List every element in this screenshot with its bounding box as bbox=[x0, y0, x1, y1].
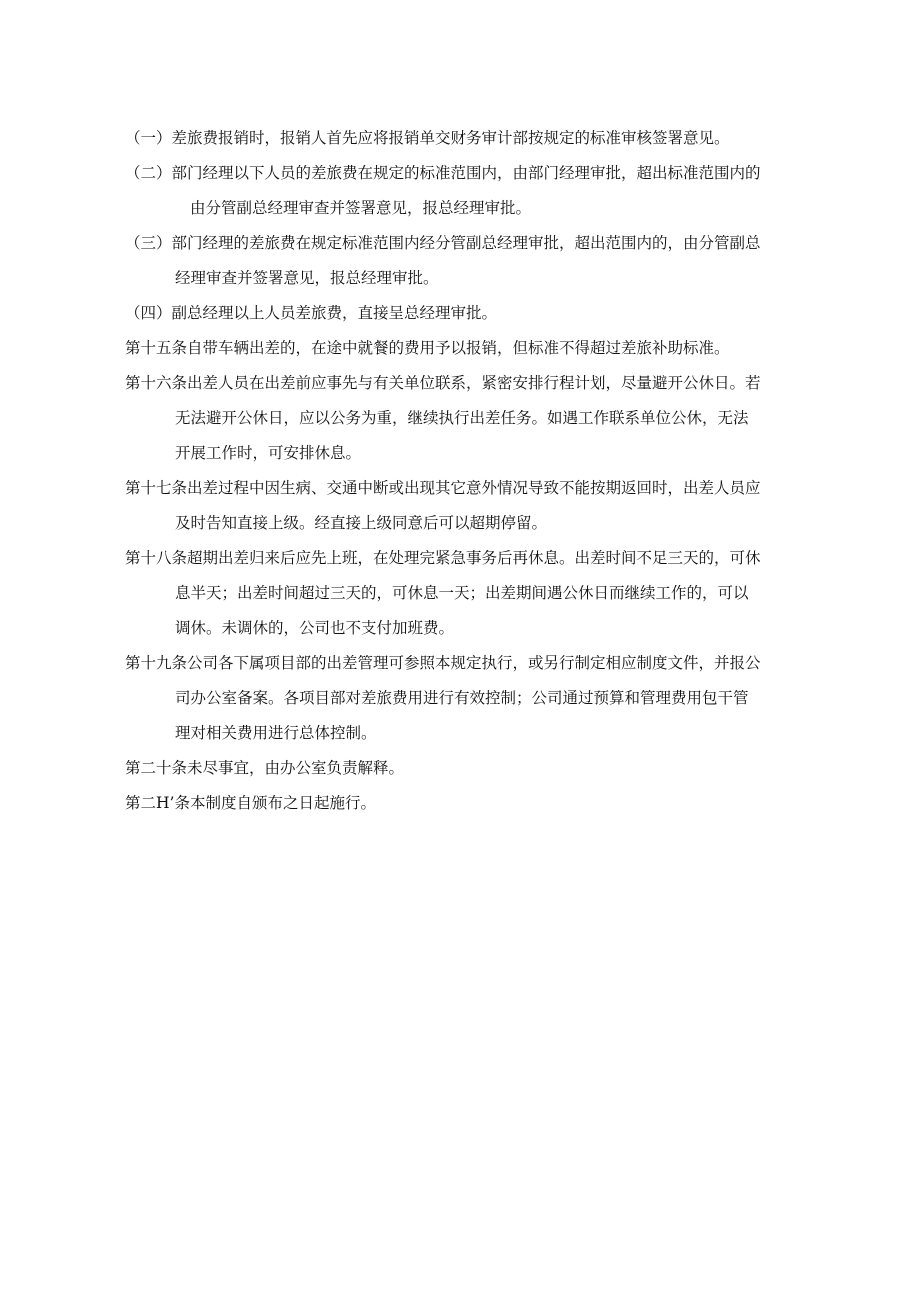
paragraph-line: （四）副总经理以上人员差旅费，直接呈总经理审批。 bbox=[125, 304, 498, 322]
article-18 bbox=[125, 541, 805, 646]
article-20 bbox=[125, 751, 805, 786]
paragraph-line: 理对相关费用进行总体控制。 bbox=[175, 724, 377, 742]
paragraph-line: 第十八条超期出差归来后应先上班，在处理完紧急事务后再休息。出差时间不足三天的，可休 bbox=[125, 549, 761, 567]
paragraph-line: （三）部门经理的差旅费在规定标准范围内经分管副总经理审批，超出范围内的，由分管副总 bbox=[125, 234, 761, 252]
paragraph-line: 第十七条出差过程中因生病、交通中断或出现其它意外情况导致不能按期返回时，出差人员应 bbox=[125, 479, 761, 497]
article-15 bbox=[125, 331, 805, 366]
paragraph-item-1 bbox=[125, 121, 805, 156]
paragraph-line: （一）差旅费报销时，报销人首先应将报销单交财务审计部按规定的标准审核签署意见。 bbox=[125, 129, 730, 147]
paragraph-line: 经理审查并签署意见，报总经理审批。 bbox=[175, 269, 439, 287]
paragraph-line: 息半天；出差时间超过三天的，可休息一天；出差期间遇公休日而继续工作的，可以 bbox=[175, 584, 749, 602]
paragraph-line: 及时告知直接上级。经直接上级同意后可以超期停留。 bbox=[175, 514, 548, 532]
document-body bbox=[125, 121, 805, 821]
paragraph-line: 第十六条出差人员在出差前应事先与有关单位联系，紧密安排行程计划，尽量避开公休日。若 bbox=[125, 374, 761, 392]
article-16 bbox=[125, 366, 805, 471]
paragraph-line: 司办公室备案。各项目部对差旅费用进行有效控制；公司通过预算和管理费用包干管 bbox=[175, 689, 749, 707]
paragraph-line: （二）部门经理以下人员的差旅费在规定的标准范围内，由部门经理审批，超出标准范围内的 bbox=[125, 164, 761, 182]
paragraph-item-2 bbox=[125, 156, 805, 226]
paragraph-line: 第十五条自带车辆出差的，在途中就餐的费用予以报销，但标准不得超过差旅补助标准。 bbox=[125, 339, 730, 357]
paragraph-line: 第十九条公司各下属项目部的出差管理可参照本规定执行，或另行制定相应制度文件，并报公 bbox=[125, 654, 761, 672]
paragraph-line: 第二H’条本制度自颁布之日起施行。 bbox=[125, 794, 376, 812]
article-19 bbox=[125, 646, 805, 751]
article-21 bbox=[125, 786, 805, 821]
paragraph-line: 开展工作时，可安排休息。 bbox=[175, 444, 362, 462]
paragraph-line: 无法避开公休日，应以公务为重，继续执行出差任务。如遇工作联系单位公休，无法 bbox=[175, 409, 749, 427]
paragraph-item-3 bbox=[125, 226, 805, 296]
article-17 bbox=[125, 471, 805, 541]
paragraph-line: 调休。未调休的，公司也不支付加班费。 bbox=[175, 619, 455, 637]
paragraph-line: 第二十条未尽事宜，由办公室负责解释。 bbox=[125, 759, 405, 777]
paragraph-item-4 bbox=[125, 296, 805, 331]
paragraph-line: 由分管副总经理审查并签署意见，报总经理审批。 bbox=[190, 199, 532, 217]
